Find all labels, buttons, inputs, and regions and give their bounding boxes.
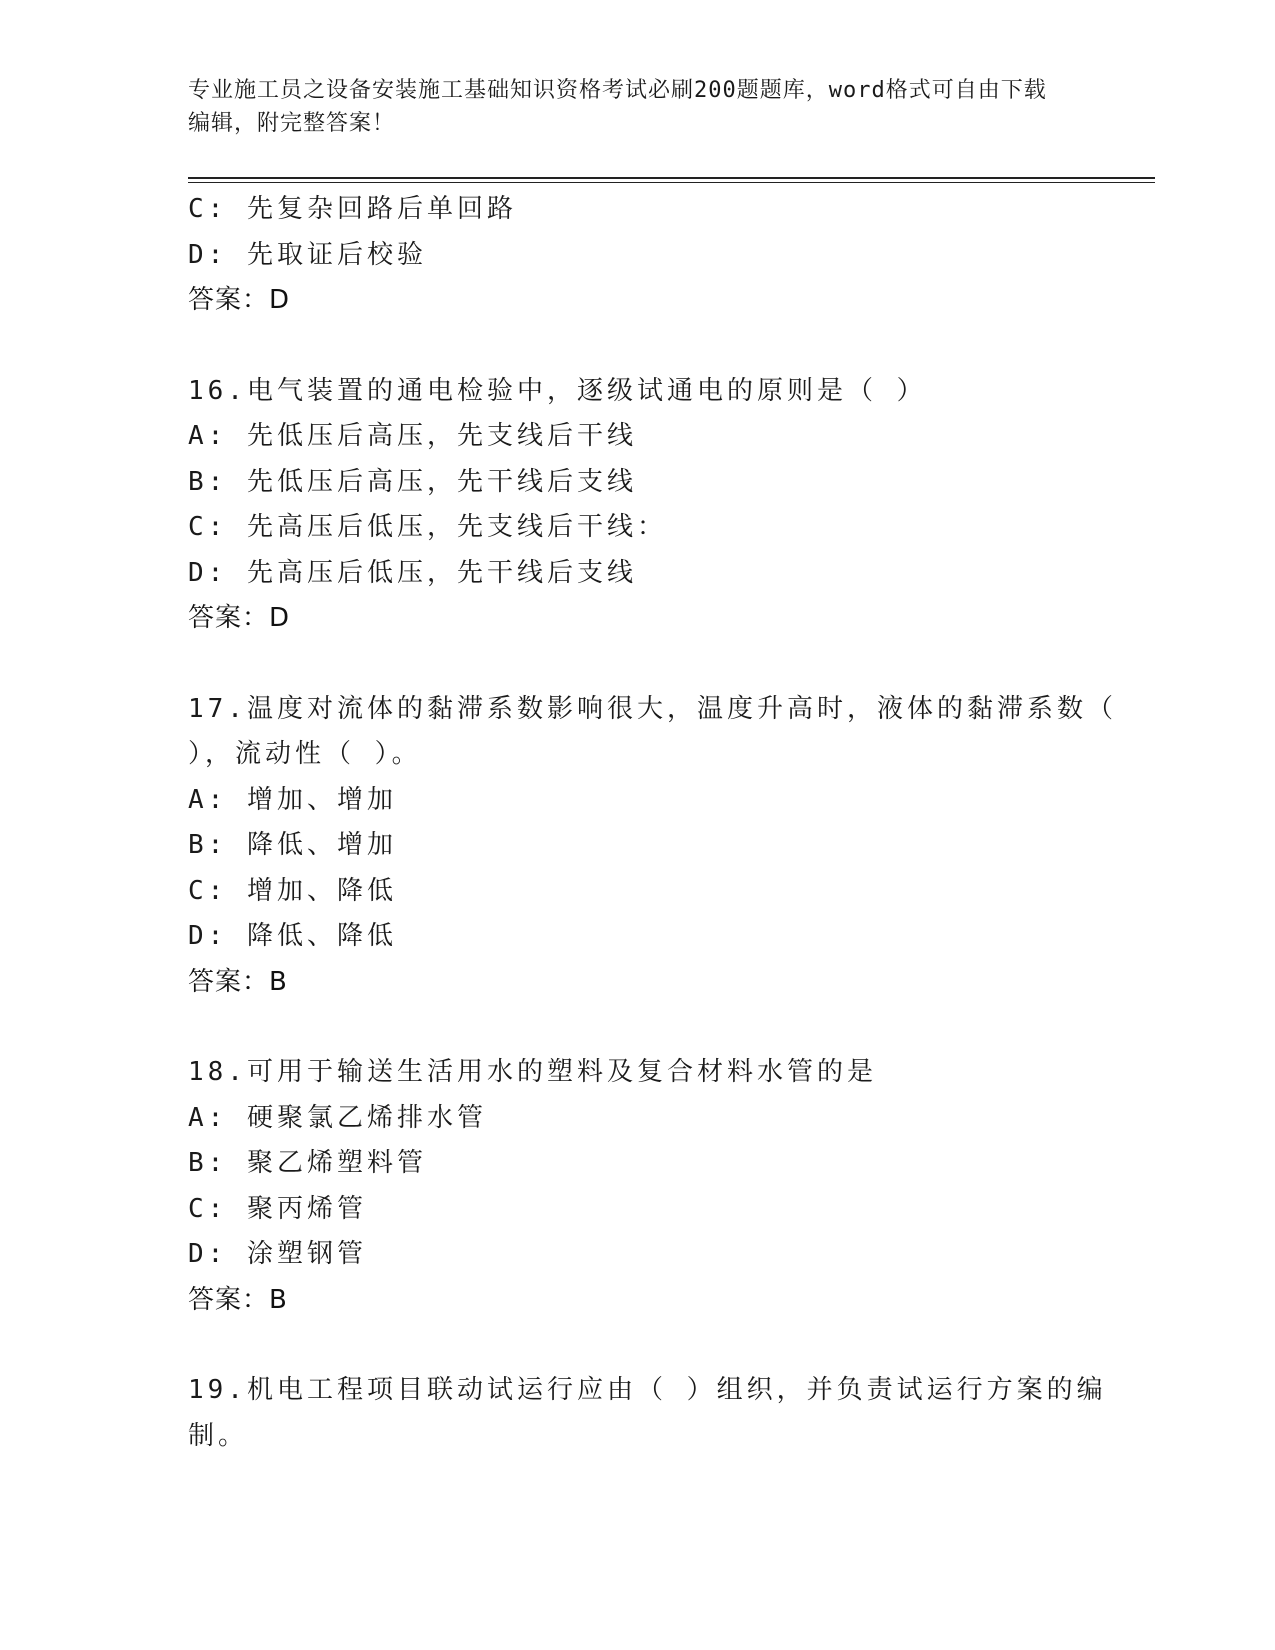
question-text-line-1: 19.机电工程项目联动试运行应由（ ）组织，并负责试运行方案的编 xyxy=(188,1375,1107,1405)
option-c: C: 先高压后低压，先支线后干线： xyxy=(188,512,667,542)
answer-line: 答案：B xyxy=(188,1284,288,1315)
option-a: A: 增加、增加 xyxy=(188,784,397,815)
option-d: D: 先高压后低压，先干线后支线 xyxy=(188,557,637,588)
option-d: D: 先取证后校验 xyxy=(188,239,427,270)
option-c: C: 聚丙烯管 xyxy=(188,1193,367,1224)
spacer xyxy=(188,642,1088,687)
answer-line: 答案：D xyxy=(188,603,291,633)
option-a: A: 硬聚氯乙烯排水管 xyxy=(188,1102,487,1133)
spacer xyxy=(188,1005,1088,1050)
option-b: B: 降低、增加 xyxy=(188,830,397,860)
spacer xyxy=(188,1323,1088,1368)
question-18 xyxy=(188,1050,1088,1323)
header-divider-thin xyxy=(188,182,1155,183)
option-a: A: 先低压后高压，先支线后干线 xyxy=(188,421,637,451)
option-b: B: 聚乙烯塑料管 xyxy=(188,1148,427,1178)
question-17 xyxy=(188,687,1117,1006)
option-d: D: 涂塑钢管 xyxy=(188,1239,367,1269)
question-text-line-1: 17.温度对流体的黏滞系数影响很大，温度升高时，液体的黏滞系数（ xyxy=(188,693,1117,724)
header-divider-thick xyxy=(188,177,1155,179)
spacer xyxy=(188,324,1088,369)
question-list xyxy=(188,187,1117,1459)
question-16 xyxy=(188,369,1088,642)
question-fragment xyxy=(188,187,1088,324)
option-c: C: 先复杂回路后单回路 xyxy=(188,194,517,224)
question-text-line-2: ），流动性（ ）。 xyxy=(188,739,422,769)
option-b: B: 先低压后高压，先干线后支线 xyxy=(188,466,637,497)
question-text: 18.可用于输送生活用水的塑料及复合材料水管的是 xyxy=(188,1057,877,1087)
option-c: C: 增加、降低 xyxy=(188,875,397,906)
answer-line: 答案：D xyxy=(188,285,291,315)
answer-line: 答案：B xyxy=(188,966,288,997)
question-19 xyxy=(188,1368,1107,1459)
document-header: 专业施工员之设备安装施工基础知识资格考试必刷200题题库，word格式可自由下载编辑，附完整答案！ xyxy=(188,78,1047,136)
option-d: D: 降低、降低 xyxy=(188,921,397,951)
question-text: 16.电气装置的通电检验中，逐级试通电的原则是（ ） xyxy=(188,375,927,406)
question-text-line-2: 制。 xyxy=(188,1420,249,1451)
